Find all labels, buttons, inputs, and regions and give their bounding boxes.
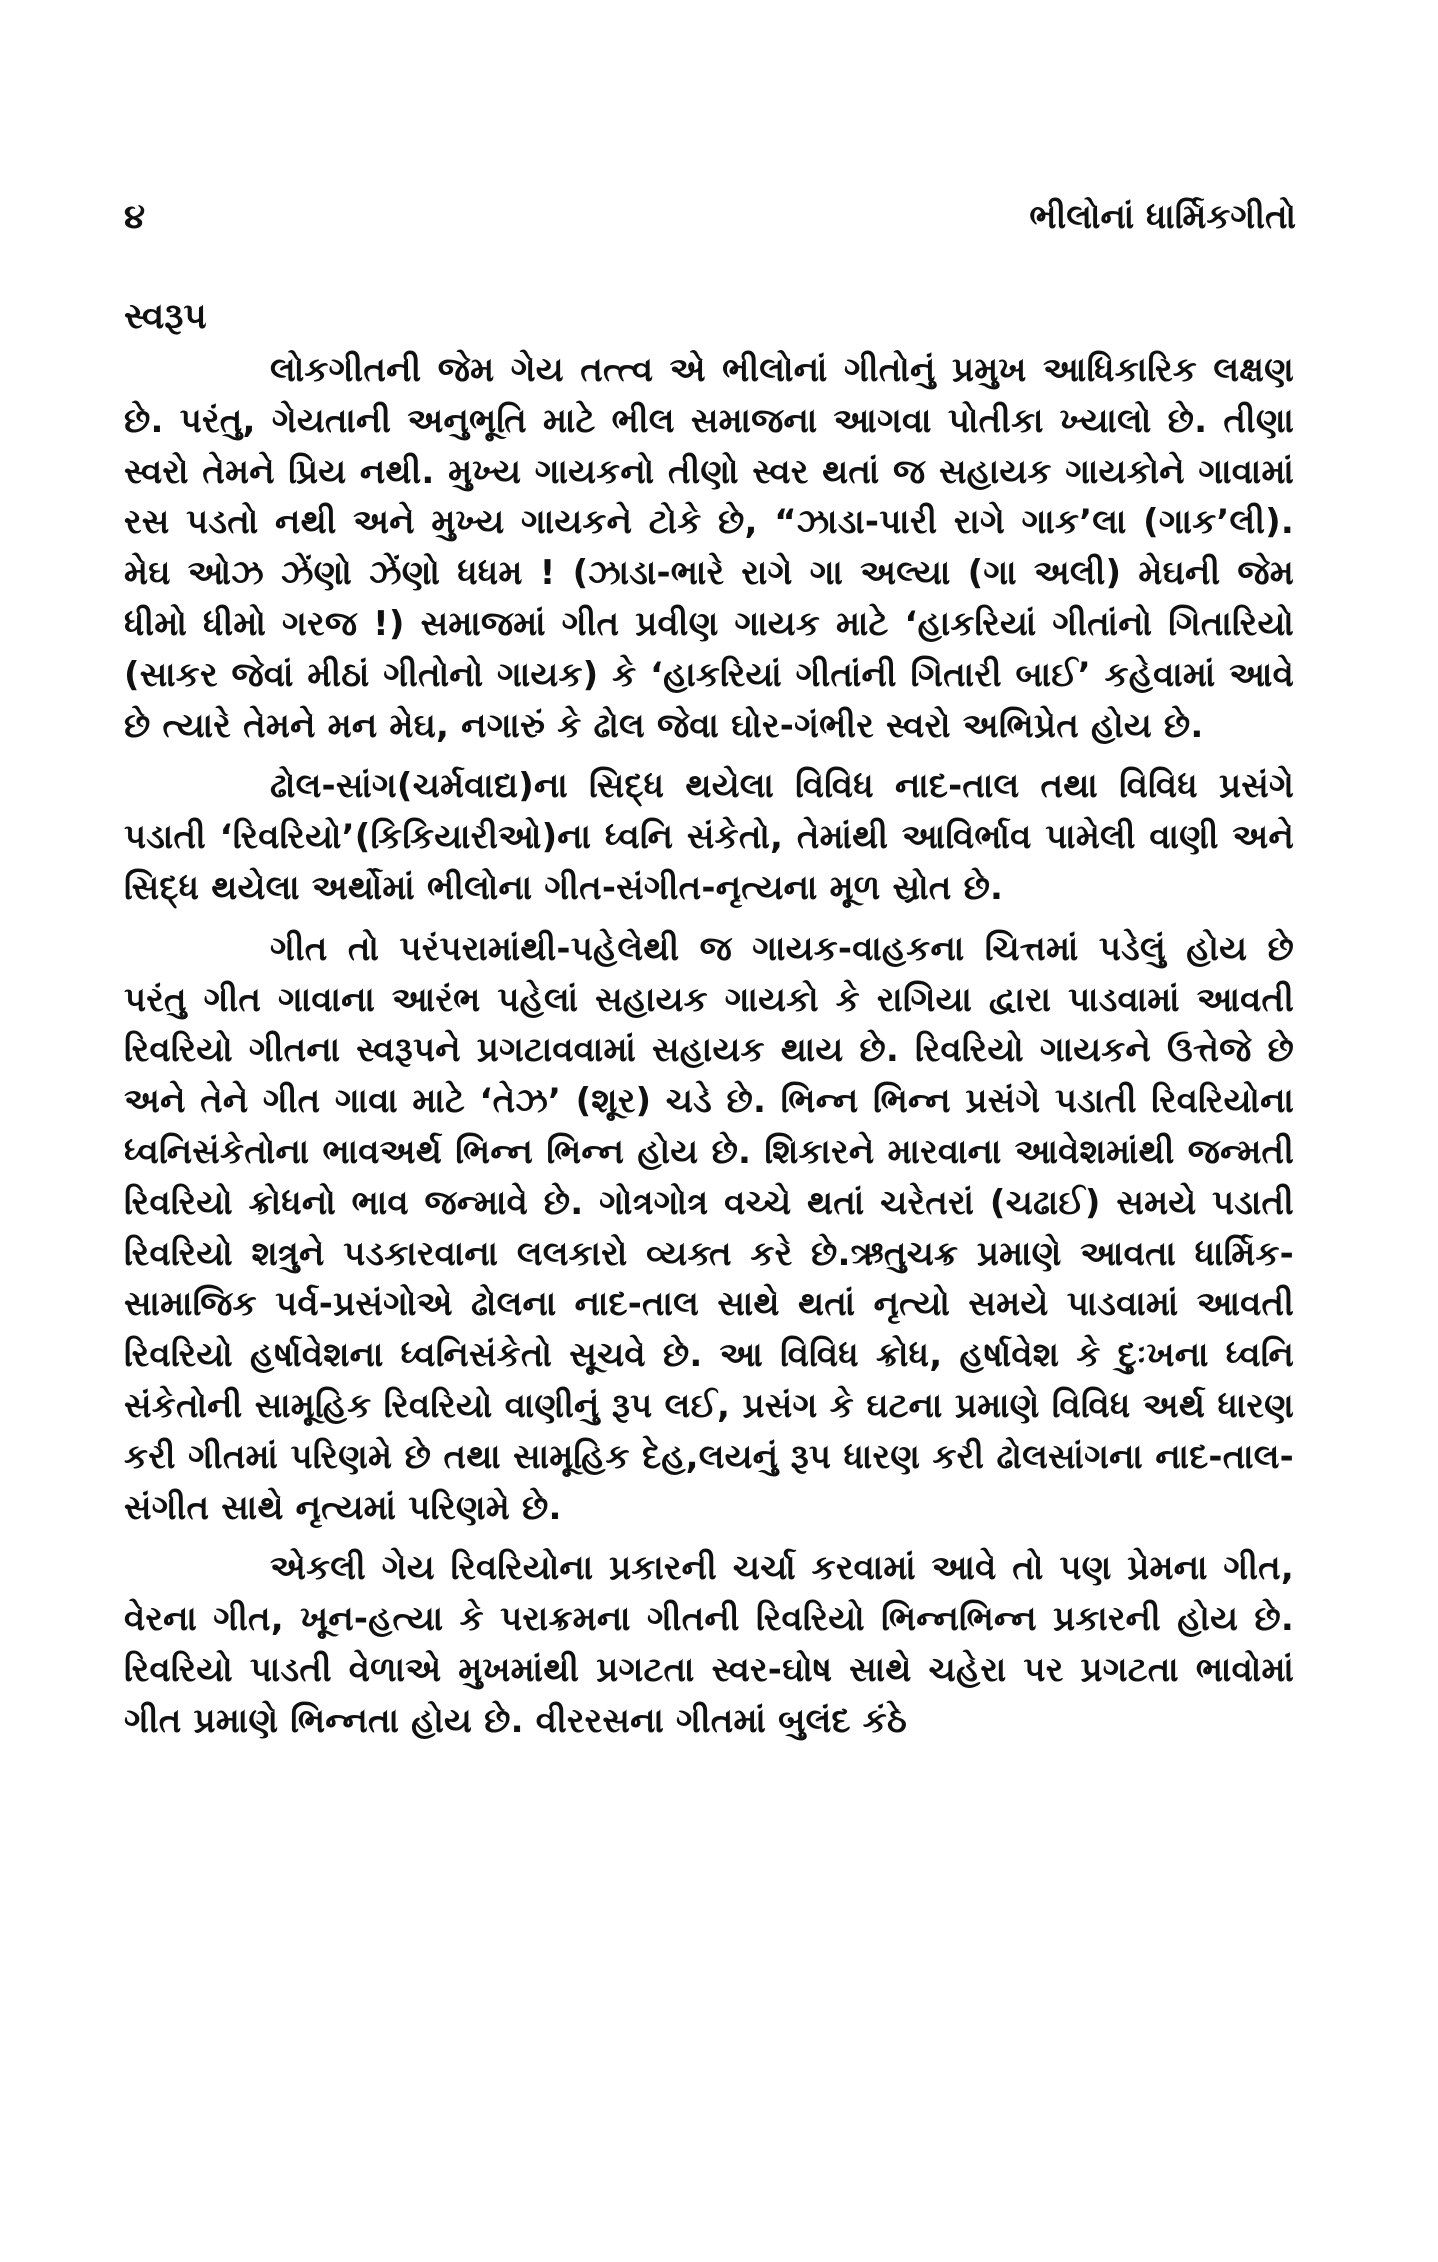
paragraph: ઢોલ-સાંગ(ચર્મવાદ્ય)ના સિદ્ધ થયેલા વિવિધ નાદ-તાલ તથા વિવિધ પ્રસંગે પડાતી ‘રિવરિયો’(કિકિયારીઓ)ના ધ્વનિ સંકેતો, તેમાંથી આવિર્ભાવ પામેલી વાણી અને સિદ્ધ થયેલા અર્થોમાં ભીલોના ગીત-સંગીત-નૃત્યના મૂળ સ્રોત છે. — [124, 766, 1294, 908]
paragraph: ગીત તો પરંપરામાંથી-પહેલેથી જ ગાયક-વાહકના ચિત્તમાં પડેલું હોય છે પરંતુ ગીત ગાવાના આરંભ પહેલાં સહાયક ગાયકો કે રાગિયા દ્વારા પાડવામાં આવતી રિવરિયો ગીતના સ્વરૂપને પ્રગટાવવામાં સહાયક થાય છે. રિવરિયો ગાયકને ઉત્તેજે છે અને તેને ગીત ગાવા માટે ‘તેઝ’ (શૂર) ચડે છે. ભિન્ન ભિન્ન પ્રસંગે પડાતી રિવરિયોના ધ્વનિસંકેતોના ભાવઅર્થ ભિન્ન ભિન્ન હોય છે. શિકારને મારવાના આવેશમાંથી જન્મતી રિવરિયો ક્રોધનો ભાવ જન્માવે છે. ગોત્રગોત્ર વચ્ચે થતાં ચરેતરાં (ચઢાઈ) સમયે પડાતી રિવરિયો શત્રુને પડકારવાના લલકારો વ્યક્ત કરે છે.ઋતુચક્ર પ્રમાણે આવતા ધાર્મિક-સામાજિક પર્વ-પ્રસંગોએ ઢોલના નાદ-તાલ સાથે થતાં નૃત્યો સમયે પાડવામાં આવતી રિવરિયો હર્ષાવેશના ધ્વનિસંકેતો સૂચવે છે. આ વિવિધ ક્રોધ, હર્ષાવેશ કે દુઃખના ધ્વનિ સંકેતોની સામૂહિક રિવરિયો વાણીનું રૂપ લઈ, પ્રસંગ કે ઘટના પ્રમાણે વિવિધ અર્થ ધારણ કરી ગીતમાં પરિણમે છે તથા સામૂહિક દેહ,લયનું રૂપ ધારણ કરી ઢોલસાંગના નાદ-તાલ-સંગીત સાથે નૃત્યમાં પરિણમે છે. — [124, 928, 1294, 1528]
running-book-title: ભીલોનાં ધાર્મિકગીતો — [1029, 197, 1296, 237]
paragraph: એકલી ગેય રિવરિયોના પ્રકારની ચર્ચા કરવામાં આવે તો પણ પ્રેમના ગીત, વેરના ગીત, ખૂન-હત્યા કે પરાક્રમના ગીતની રિવરિયો ભિન્નભિન્ન પ્રકારની હોય છે. રિવરિયો પાડતી વેળાએ મુખમાંથી પ્રગટતા સ્વર-ઘોષ સાથે ચહેરા પર પ્રગટતા ભાવોમાં ગીત પ્રમાણે ભિન્નતા હોય છે. વીરરસના ગીતમાં બુલંદ કંઠે — [124, 1548, 1294, 1741]
page-number: ૪ — [124, 197, 146, 237]
running-header — [124, 192, 1296, 242]
section-heading: સ્વરૂપ — [124, 296, 207, 337]
paragraph: લોકગીતની જેમ ગેય તત્ત્વ એ ભીલોનાં ગીતોનું પ્રમુખ આધિકારિક લક્ષણ છે. પરંતુ, ગેયતાની અનુભૂતિ માટે ભીલ સમાજના આગવા પોતીકા ખ્યાલો છે. તીણા સ્વરો તેમને પ્રિય નથી. મુખ્ય ગાયકનો તીણો સ્વર થતાં જ સહાયક ગાયકોને ગાવામાં રસ પડતો નથી અને મુખ્ય ગાયકને ટોકે છે, “ઝાડા-પારી રાગે ગાક’લા (ગાક’લી). મેઘ ઓઝ ઝેંણો ઝેંણો ધધમ ! (ઝાડા-ભારે રાગે ગા અલ્યા (ગા અલી) મેઘની જેમ ધીમો ધીમો ગરજ !) સમાજમાં ગીત પ્રવીણ ગાયક માટે ‘હાકરિયાં ગીતાંનો ગિતારિયો (સાકર જેવાં મીઠાં ગીતોનો ગાયક) કે ‘હાકરિયાં ગીતાંની ગિતારી બાઈ’ કહેવામાં આવે છે ત્યારે તેમને મન મેઘ, નગારું કે ઢોલ જેવા ઘોર-ગંભીર સ્વરો અભિપ્રેત હોય છે. — [124, 350, 1294, 746]
body-text — [124, 345, 1294, 1757]
